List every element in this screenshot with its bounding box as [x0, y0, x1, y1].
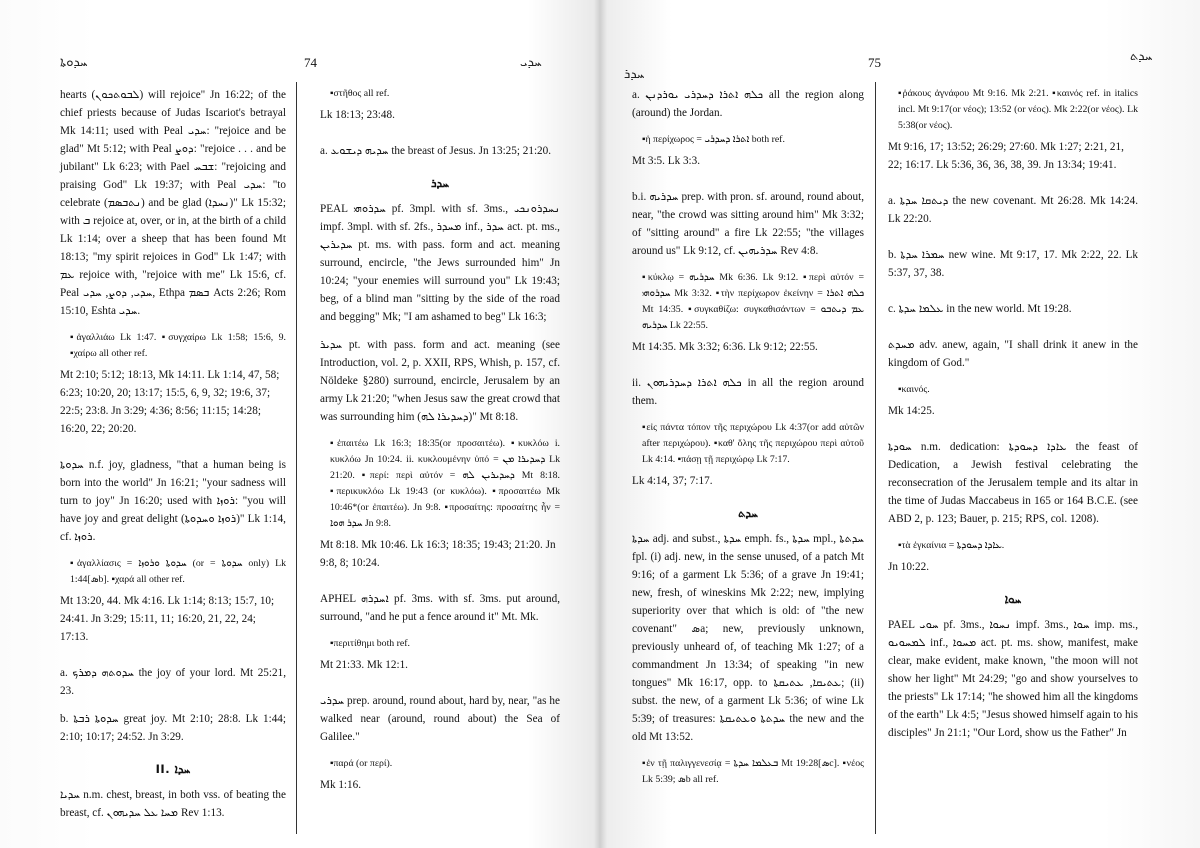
entry-paragraph: a. ܕܝܬܩܐ ܚܕܬܐ the new covenant. Mt 26:28. Mk 14:24. Lk 22:20. — [888, 195, 1139, 225]
greek-equivalents: ▪καινός. — [898, 384, 930, 395]
entry-paragraph: ii. ܟܠܗ ܐܬܪܐ ܕܚܕܪܝܗܘܢ in all the region around them. — [632, 377, 864, 407]
reference-list: Mt 9:16, 17; 13:52; 26:29; 27:60. Mk 1:27; 2:21, 21, 22; 16:17. Lk 5:36, 36, 36, 38, 39. Jn 13:34; 19:41. — [888, 141, 1124, 171]
reference-list: Mt 8:18. Mk 10:46. Lk 16:3; 18:35; 19:43; 21:20. Jn 9:8, 8; 10:24. — [320, 539, 556, 569]
reference-list: Mt 13:20, 44. Mk 4:16. Lk 1:14; 8:13; 15:7, 10; 24:41. Jn 3:29; 15:11, 11; 16:20, 21, 22, 24; 17:13. — [60, 595, 275, 643]
reference-list: Mk 1:16. — [320, 779, 362, 791]
greek-equivalents: ▪ἡ περίχωρος = ܐܬܪܐ ܕܚܕܪܝ both ref. — [642, 134, 785, 145]
root-heading: ܚܕܪ — [430, 176, 450, 190]
entry-paragraph: ܚܕܪܝ prep. around, round about, hard by, near, "as he walked near (around, round about) the Sea of Galilee." — [320, 695, 560, 743]
reference-list: Jn 10:22. — [888, 561, 930, 573]
reference-list: Lk 4:14, 37; 7:17. — [632, 475, 713, 487]
right-running-head-left: ܚܕܪ — [624, 66, 645, 81]
greek-equivalents: ▪παρά (or περί). — [330, 758, 393, 769]
entry-paragraph: PAEL ܚܘܝ pf. 3ms., ܢܚܘܐ impf. 3ms., ܚܘܐ imp. ms., ܠܡܚܘܝܘ inf., ܡܚܘܐ act. pt. ms. show, manifest, make clear, make evident, make known, "the moon will not show her light" Mt 24:29; "go and show yourselves to the priests" Lk 17:14; "he showed him all the kingdoms of the earth" Lk 4:5; "Jesus showed himself again to his disciples" Jn 21:1; "Our Lord, show us the Father" Jn — [888, 619, 1139, 739]
left-page-number: 74 — [304, 55, 317, 70]
right-column-divider — [875, 82, 876, 834]
entry-paragraph: ܚܕܝܐ n.m. chest, breast, in both vss. of beating the breast, cf. ܡܚܐ ܥܠ ܚܕܝܗܘܢ Rev 1:13. — [60, 789, 286, 819]
left-column-divider — [296, 82, 297, 834]
reference-list: Mt 14:35. Mk 3:32; 6:36. Lk 9:12; 22:55. — [632, 341, 818, 353]
right-column-2 — [888, 86, 1138, 752]
entry-paragraph: ܚܕܘܬܐ n.f. joy, gladness, "that a human being is born into the world" Jn 16:21; "your sadness will turn to joy" Jn 16:20; used with ܪܘܙܐ: "you will have joy and great delight (ܪܘܙܐ ܘܚܕܘܬܐ)" Lk 1:14, cf. ܪܘܙܐ. — [60, 459, 286, 543]
left-column-1 — [60, 86, 286, 832]
entry-paragraph: hearts (ܠܒܘܬܟܘܢ) will rejoice" Jn 16:22; of the chief priests because of Judas Iscariot's betrayal Mk 14:11; used with Peal ܚܕܝ: "rejoice and be glad" Mt 5:12; with Peal ܕܘܨ: "rejoice . . . and be jubilant" Lk 6:23; with Pael ܫܒܚ: "rejoicing and praising God" Lk 19:37; with Peal ܚܕܝ: "to celebrate (ܢܬܒܣܡ) and be glad (ܢܚܕܐ)" Lk 15:32; with ܒ rejoice at, over, or in, at the birth of a child Lk 1:14; over a sheep that has been found Mt 18:13; "my spirit rejoices in God" Lk 1:47; with ܥܡ rejoice with, "rejoice with me" Lk 15:6, cf. Peal ܚܕܝ, ܕܘܨ, ܚܕܝ, Ethpa ܒܣܡ Acts 2:26; Rom 15:10, Eshta ܚܕܝ. — [60, 89, 287, 317]
left-running-head-left: ܚܕܘܬܐ — [60, 54, 88, 69]
left-column-2 — [320, 86, 560, 804]
greek-equivalents: ▪ἀγαλλίασις = ܚܕܘܬܐ ܘܪܘܙܐ (or = ܚܕܘܬܐ only) Lk 1:44[ܣb]. ▪χαρά all other ref. — [70, 558, 287, 585]
entry-paragraph: ܡܚܕܬ adv. anew, again, "I shall drink it anew in the kingdom of God." — [888, 339, 1138, 369]
reference-list: Mt 21:33. Mk 12:1. — [320, 659, 408, 671]
root-heading: II. ܚܕܐ — [155, 762, 191, 776]
left-running-head-right: ܚܕܝ — [520, 54, 542, 69]
right-page-number: 75 — [868, 55, 881, 70]
entry-paragraph: c. ܥܠܡܐ ܚܕܬܐ in the new world. Mt 19:28. — [888, 303, 1072, 315]
greek-equivalents: ▪περιτίθημι both ref. — [330, 638, 410, 649]
right-column-1 — [632, 86, 864, 792]
entry-paragraph: a. ܚܕܝܗ ܕܝܫܘܥ the breast of Jesus. Jn 13:25; 21:20. — [320, 145, 552, 157]
greek-equivalents: ▪ἀγαλλιάω Lk 1:47. ▪συγχαίρω Lk 1:58; 15:6, 9. ▪χαίρω all other ref. — [70, 332, 286, 359]
greek-equivalents: ▪εἰς πάντα τόπον τῆς περιχώρου Lk 4:37(or add αὐτῶν after περιχώρου). ▪καθ' ὅλης τῆς περιχώρου περὶ αὐτοῦ Lk 4:14. ▪πάσῃ τῇ περιχώρῳ Lk 7:17. — [642, 422, 864, 465]
entry-paragraph: a. ܟܠܗ ܐܬܪܐ ܕܚܕܪܝ ܝܘܪܕܢܢ all the region along (around) the Jordan. — [632, 89, 865, 119]
entry-paragraph: b. ܚܡܪܐ ܚܕܬܐ new wine. Mt 9:17, 17. Mk 2:22, 22. Lk 5:37, 37, 38. — [888, 249, 1139, 279]
greek-equivalents: ▪ῥάκους ἀγνάφου Mt 9:16. Mk 2:21. ▪καινός ref. in italics incl. Mt 9:17(or νέος); 13:52 (or νέος). Mk 2:22(or νέος). Lk 5:38(or νέος). — [898, 88, 1138, 131]
greek-equivalents: ▪ἐν τῇ παλιγγενεσίᾳ = ܒܥܠܡܐ ܚܕܬܐ Mt 19:28[ܣc]. ▪νέος Lk 5:39; ܣb all ref. — [642, 758, 864, 785]
entry-paragraph: b. ܚܕܘܬܐ ܪܒܬܐ great joy. Mt 2:10; 28:8. Lk 1:44; 2:10; 10:17; 24:52. Jn 3:29. — [60, 713, 286, 743]
right-running-head-right: ܚܕܬ — [1130, 48, 1153, 63]
greek-equivalents: ▪ἐπαιτέω Lk 16:3; 18:35(or προσαιτέω). ▪κυκλόω i. κυκλόω Jn 10:24. ii. κυκλουμένην ὑπό = ܕܚܕܝܪܐ ܡܢ Lk 21:20. ▪περί: περὶ αὐτόν = ܕܚܕܝܪܝܢ ܠܗ Mt 8:18. ▪περικυκλόω Lk 19:43 (or κυκλόω). ▪προσαιτέω Mk 10:46*(or ἐπαιτέω). Jn 9:8. ▪προσαίτης: προσαίτης ἦν = ܚܕܪ ܗܘܐ Jn 9:8. — [330, 438, 560, 529]
entry-paragraph: a. ܚܕܘܬܗ ܕܡܪܟ the joy of your lord. Mt 25:21, 23. — [60, 667, 286, 697]
right-page — [600, 0, 1200, 848]
entry-paragraph: ܚܕܬܐ adj. and subst., ܚܕܬܐ emph. fs., ܚܕܬܐ mpl., ܚܕܬܬܐ fpl. (i) adj. new, in the sense unused, of a patch Mt 9:16; of a garment Lk 5:36; of a grave Jn 19:41; new, fresh, of wineskins Mk 2:22; new, implying superiority over that which is old: of "the new covenant" ܣa; new, previously unknown, previously unheard of, of teaching Mk 1:27; of a commandment Jn 13:34; of speaking "in new tongues" Mk 16:17, opp. to ܥܬܝܩܐ, ܥܬܝܩܬܐ; (ii) subst. the new, of a garment Lk 5:36; of wine Lk 5:39; of treasures: ܚܕܬܬܐ ܘܥܬܝܩܬܐ the new and the old Mt 13:52. — [632, 533, 865, 743]
reference-list: Mk 14:25. — [888, 405, 935, 417]
entry-paragraph: b.i. ܚܕܪܝܗ prep. with pron. sf. around, round about, near, "the crowd was sitting around him" Mk 3:32; of "sitting around" a fire Lk 22:55; "the villages around us" Lk 9:12, cf. ܚܕܪܝܗܝܢ Rev 4:8. — [632, 191, 864, 257]
reference-list: Lk 18:13; 23:48. — [320, 109, 395, 121]
entry-paragraph: ܚܘܕܬܐ n.m. dedication: ܥܐܕܐ ܕܚܘܕܬܐ the feast of Dedication, a Jewish festival celebrating the reconsecration of the Jerusalem temple and its altar in the time of Judas Maccabeus in 165 or 164 B.C.E. (see ABD 2, p. 123; Bauer, p. 215; RPS, col. 1208). — [888, 441, 1138, 525]
reference-list: Mt 2:10; 5:12; 18:13, Mk 14:11. Lk 1:14, 47, 58; 6:23; 10:20, 20; 13:17; 15:5, 6, 9, 32; 19:6, 37; 22:5; 23:8. Jn 3:29; 4:36; 8:56; 11:15; 14:28; 16:20, 22; 20:20. — [60, 369, 280, 435]
greek-equivalents: ▪στῆθος all ref. — [330, 88, 390, 99]
root-heading: ܚܕܬ — [738, 506, 758, 520]
entry-paragraph: APHEL ܐܚܕܪܗ pf. 3ms. with sf. 3ms. put around, surround, "and he put a fence around it" Mt. Mk. — [320, 593, 560, 623]
greek-equivalents: ▪κύκλῳ = ܚܕܪܝܗ Mk 6:36. Lk 9:12. ▪περὶ αὐτόν = ܚܕܪܘܗܝ Mk 3:32. ▪τὴν περίχωρον ἐκείνην = ܟܠܗ ܐܬܪܐ Mt 14:35. ▪συγκαθίζω: συγκαθισάντων = ܥܡ ܕܝܬܒܘ ܚܕܪܝܗ Lk 22:55. — [642, 272, 865, 331]
root-heading: ܚܘܐ — [1004, 592, 1022, 606]
reference-list: Mt 3:5. Lk 3:3. — [632, 155, 701, 167]
entry-paragraph: PEAL ܚܕܪܘܗܝ pf. 3mpl. with sf. 3ms., ܢܚܕܪܘܢܟܝ impf. 3mpl. with sf. 2fs., ܡܚܕܪ inf., ܚܕܪ act. pt. ms., ܚܕܝܪܝܢ pt. ms. with pass. form and act. meaning surround, encircle, "the Jews surrounded him" Jn 10:24; "your enemies will surround you" Lk 19:43; beg, of a blind man "sitting by the side of the road and begging" Mk; "I am ashamed to beg" Lk 16:3; — [320, 203, 560, 323]
entry-paragraph: ܚܕܝܪ pt. with pass. form and act. meaning (see Introduction, vol. 2, p. XXII, RPS, Whish, p. 157, cf. Nöldeke §280) surround, encircle, Jerusalem by an army Lk 21:20; "when Jesus saw the great crowd that was surrounding him (ܕܚܕܝܪܐ ܠܗ)" Mt 8:18. — [320, 339, 560, 423]
greek-equivalents: ▪τὰ ἐγκαίνια = ܥܐܕܐ ܕܚܘܕܬܐ. — [898, 540, 1005, 551]
